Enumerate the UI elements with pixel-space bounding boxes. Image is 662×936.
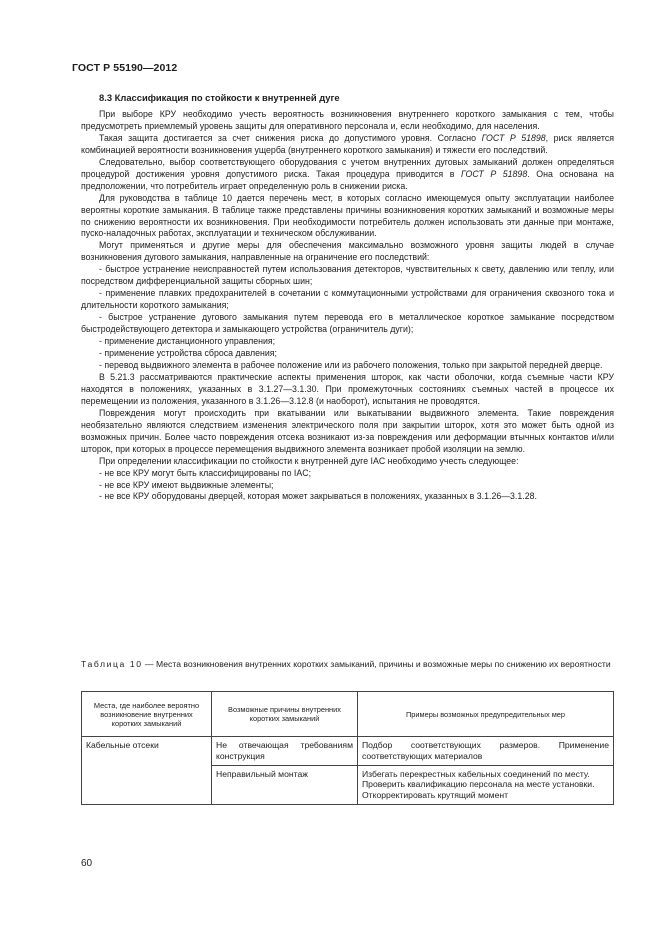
table-header-cell: Возможные причины внутренних коротких замыканий bbox=[212, 692, 358, 737]
body-text bbox=[81, 92, 614, 503]
paragraph: При определении классификации по стойкости к внутренней дуге IAC необходимо учесть следующее: bbox=[99, 455, 519, 466]
paragraph-text: , риск является комбинацией вероятности возникновения ущерба (внутреннего короткого замыкания) и тяжести его последствий. bbox=[81, 132, 614, 155]
table-cell-cause: Не отвечающая требованиям конструкция bbox=[212, 737, 358, 766]
standard-header: ГОСТ Р 55190—2012 bbox=[72, 62, 178, 74]
section-title: 8.3 Классификация по стойкости к внутренней дуге bbox=[99, 92, 340, 103]
measure-line: Проверить квалификацию персонала на месте установки. bbox=[362, 779, 595, 790]
page-number: 60 bbox=[81, 858, 93, 869]
table-header-cell: Места, где наиболее вероятно возникновение внутренних коротких замыканий bbox=[82, 692, 212, 737]
paragraph-text: Такая защита достигается за счет снижения риска до допустимого уровня. Согласно bbox=[99, 132, 482, 143]
table-header-cell: Примеры возможных предупредительных мер bbox=[358, 692, 614, 737]
list-item: - не все КРУ имеют выдвижные элементы; bbox=[99, 479, 274, 490]
measure-line: Подбор соответствующих размеров. Применение соответствующих материалов bbox=[362, 740, 609, 761]
table-caption-text: — Места возникновения внутренних коротких замыканий, причины и возможные меры по снижению их вероятности bbox=[142, 659, 611, 669]
table-caption-label: Таблица 10 bbox=[81, 659, 143, 669]
table-header-row bbox=[82, 692, 614, 737]
standard-reference: ГОСТ Р 51898 bbox=[460, 168, 528, 179]
table-row bbox=[82, 737, 614, 766]
risk-table bbox=[81, 691, 614, 805]
paragraph: В 5.21.3 рассматриваются практические аспекты применения шторок, как части оболочки, когда съемные части КРУ находятся в положениях, указанных в 3.1.27—3.1.30. При промежуточных состояниях съемных частей в процессе их перемещении из положения, указанного в 3.1.26—3.12.8 (и наоборот), испытания не проводятся. bbox=[81, 371, 614, 406]
table-cell-cause: Неправильный монтаж bbox=[212, 765, 358, 804]
measure-line: Откорректировать крутящий момент bbox=[362, 790, 509, 801]
standard-reference: ГОСТ Р 51898 bbox=[481, 132, 546, 143]
table-cell-measures bbox=[358, 765, 614, 804]
table-caption bbox=[81, 659, 614, 670]
paragraph: При выборе КРУ необходимо учесть вероятность возникновения внутреннего короткого замыкания с тем, чтобы предусмотреть приемлемый уровень защиты для оперативного персонала и, если необходимо, для населения. bbox=[81, 108, 614, 131]
list-item: - перевод выдвижного элемента в рабочее положение или из рабочего положения, только при закрытой передней дверце. bbox=[99, 359, 603, 370]
list-item: - быстрое устранение дугового замыкания путем перевода его в металлическое короткое замыкание посредством быстродействующего детектора и замыкающего устройства (ограничитель дуги); bbox=[81, 312, 614, 335]
measure-line: Избегать перекрестных кабельных соединений по месту. bbox=[362, 768, 590, 779]
table-cell-place: Кабельные отсеки bbox=[82, 737, 212, 805]
paragraph bbox=[81, 133, 614, 157]
paragraph: Повреждения могут происходить при вкатывании или выкатывании выдвижного элемента. Такие повреждения необязательно являются следствием изменения электрического поля при закрытии шторок, хотя это может быть одной из возможных причин. Более часто повреждения отсека возникают из-за повреждения или деформации втычных контактов и/или шторок, при которых в процессе перемещения выдвижного элемента возникает пробой изоляции на землю. bbox=[81, 407, 614, 454]
paragraph-text: Следовательно, выбор соответствующего оборудования с учетом внутренних дуговых замыканий должен определяться процедурой достижения уровня допустимого риска. Такая процедура приводится в bbox=[81, 156, 614, 179]
paragraph: Могут применяться и другие меры для обеспечения максимально возможного уровня защиты людей в случае возникновения дугового замыкания, направленные на ограничение его последствий: bbox=[81, 240, 614, 263]
list-item: - быстрое устранение неисправностей путем использования детекторов, чувствительных к свету, давлению или теплу, или посредством дифференциальной защиты сборных шин; bbox=[81, 264, 614, 287]
paragraph bbox=[81, 157, 614, 193]
list-item: - не все КРУ оборудованы дверцей, которая может закрываться в положениях, указанных в 3.1.26—3.1.28. bbox=[99, 491, 537, 502]
list-item: - не все КРУ могут быть классифицированы по IAC; bbox=[99, 467, 312, 478]
paragraph-text: . Она основана на предположении, что потребитель играет определенную роль в снижении риска. bbox=[81, 168, 614, 191]
paragraph: Для руководства в таблице 10 дается перечень мест, в которых согласно имеющемуся опыту эксплуатации наиболее вероятны короткие замыкания. В таблице также представлены причины возникновения коротких замыканий и возможные меры по снижению вероятности их возникновения. При необходимости потребитель должен использовать эти данные при монтаже, пуско-наладочных работах, эксплуатации и техническом обслуживании. bbox=[81, 192, 614, 239]
list-item: - применение дистанционного управления; bbox=[99, 336, 276, 347]
list-item: - применение устройства сброса давления; bbox=[99, 348, 277, 359]
list-item: - применение плавких предохранителей в сочетании с коммутационными устройствами для ограничения сквозного тока и длительности короткого замыкания; bbox=[81, 288, 614, 311]
table-cell-measures bbox=[358, 737, 614, 766]
